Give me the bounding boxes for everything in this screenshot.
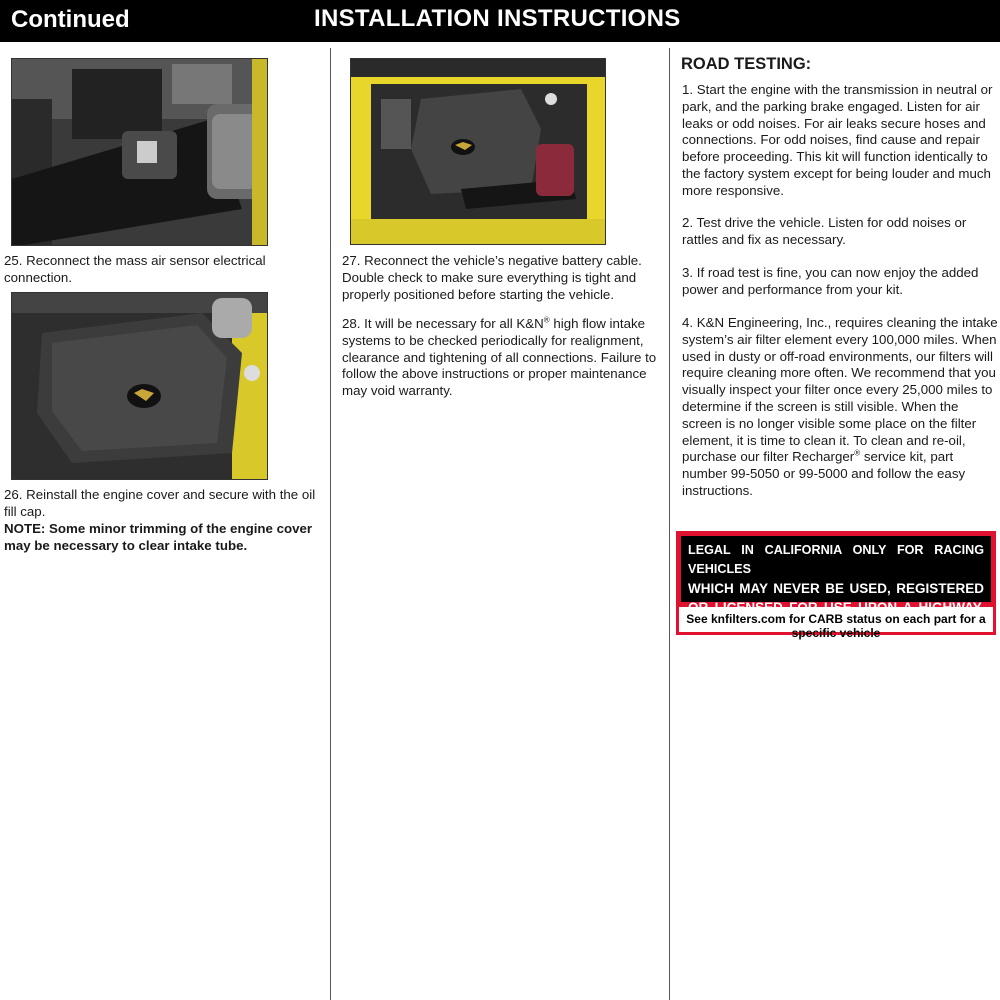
legal-line-2: WHICH MAY NEVER BE USED, REGISTERED: [688, 581, 984, 596]
step-28-post: high flow intake systems to be checked periodically for realignment, clearance and tightening of all connections. Failure to follow the above instructions or proper maintenance may void warranty.: [342, 316, 657, 399]
road-test-item-3: 3. If road test is fine, you can now enjoy the added power and performance from your kit.: [682, 265, 979, 297]
header-bar: [0, 0, 1000, 42]
column-divider-1: [330, 48, 331, 1000]
photo-engine-bay: [350, 58, 606, 245]
road-test-item-4-post: service kit, part number 99-5050 or 99-5000 and follow the easy instructions.: [682, 449, 966, 498]
legal-notice-inner: [681, 536, 991, 602]
road-test-item-1: 1. Start the engine with the transmission in neutral or park, and the parking brake engaged. Listen for air leaks or odd noises. For air leaks secure hoses and connections. For odd noises, find cause and repair before proceeding. This kit will function identically to the factory system except for being louder and much more responsive.: [682, 82, 993, 198]
photo-engine-cover: [11, 292, 268, 480]
legal-notice: [676, 531, 996, 607]
page-title: INSTALLATION INSTRUCTIONS: [314, 5, 681, 32]
carb-status-note: See knfilters.com for CARB status on each part for a specific vehicle: [676, 607, 996, 635]
road-test-item-4-reg: ®: [854, 448, 861, 458]
step-26-note-bold: NOTE: Some minor trimming of the engine cover may be necessary to clear intake tube.: [4, 521, 313, 553]
road-test-item-2: 2. Test drive the vehicle. Listen for odd noises or rattles and fix as necessary.: [682, 215, 967, 247]
step-28-text: [342, 316, 660, 400]
step-25-text: 25. Reconnect the mass air sensor electrical connection.: [4, 253, 266, 285]
step-26-note: [4, 521, 324, 555]
column-divider-2: [669, 48, 670, 1000]
step-28-pre: 28. It will be necessary for all K&N: [342, 316, 544, 331]
legal-line-1: LEGAL IN CALIFORNIA ONLY FOR RACING VEHICLES: [688, 543, 984, 576]
road-test-item-4: [682, 315, 998, 500]
road-testing-title: ROAD TESTING:: [681, 55, 812, 73]
road-test-item-4-pre: 4. K&N Engineering, Inc., requires cleaning the intake system’s air filter element every 100,000 miles. When used in dusty or off-road environments, our filters will require cleaning more often. We recommend that you visually inspect your filter once every 25,000 miles to determine if the screen is still visible. When the screen is no longer visible some place on the filter element, it is time to clean it. To clean and re-oil, purchase our filter Recharger: [682, 315, 998, 465]
step-26-text: 26. Reinstall the engine cover and secure with the oil fill cap.: [4, 487, 316, 519]
step-27-text: 27. Reconnect the vehicle’s negative battery cable. Double check to make sure everything is tight and properly positioned before starting the vehicle.: [342, 253, 642, 302]
continued-label: Continued: [11, 6, 130, 33]
step-28-reg: ®: [543, 315, 550, 325]
photo-mass-air-sensor: [11, 58, 268, 246]
